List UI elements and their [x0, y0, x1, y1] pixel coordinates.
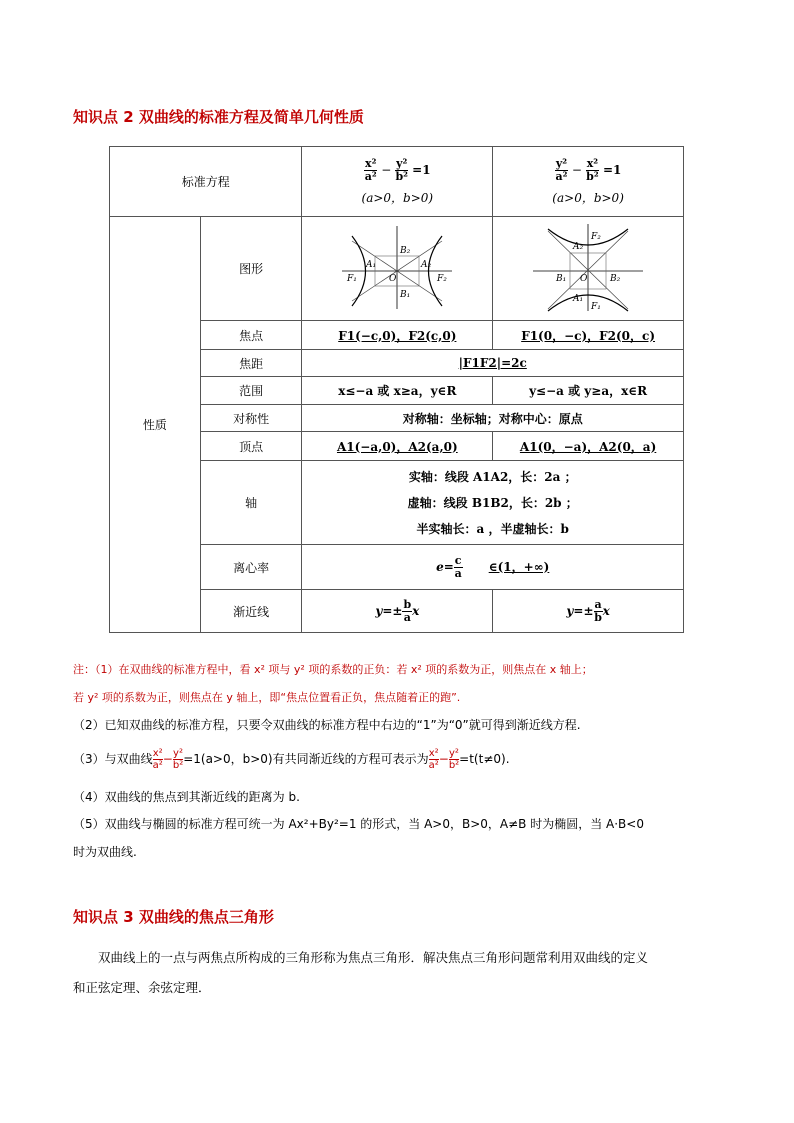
std-cond-2: (a>0，b>0) [552, 190, 624, 205]
vertex-y: A1(0，−a)，A2(0，a) [493, 432, 684, 461]
note-3-tail: =t(t≠0). [459, 752, 510, 766]
note-5a: （5）双曲线与椭圆的标准方程可统一为 Ax²+By²=1 的形式，当 A>0，B>0，A≠B 时为椭圆，当 A·B<0 [73, 817, 644, 831]
note-3: （3）与双曲线 $\frac{\text{x²}}{\text{a²}}$ − $\frac{\text{y²}}{\text{b²}}$ =1(a>0，b>0)有共同渐近线的方程可表示为 $\frac{\text{x²}}{\text{a²}}$ − $\frac{\text{y²}}{\text{b²}}$ =t(t≠0). [73, 748, 510, 771]
note-1a: 注：（1）在双曲线的标准方程中，看 x² 项与 y² 项的系数的正负：若 x² 项的系数为正，则焦点在 x 轴上； [73, 663, 593, 676]
svg-text:A₂: A₂ [573, 242, 584, 252]
eccentricity: e= $\frac{c}{a}$ ∈(1，+∞) [302, 545, 684, 590]
ecc-range: ∈(1，+∞) [488, 559, 550, 574]
graph-y [493, 217, 684, 321]
axis-real: 实轴：线段 A1A2，长：2a ； [408, 469, 577, 484]
axis-info [302, 461, 684, 545]
svg-text:B₁: B₁ [400, 290, 411, 300]
std-eq-label: 标准方程 [110, 147, 302, 217]
note-3-lead: （3）与双曲线 [73, 752, 153, 766]
std-cond-1: (a>0，b>0) [361, 190, 434, 205]
asym-y: y=± $\frac{a}{b}$ x [493, 590, 684, 633]
svg-text:A₁: A₁ [366, 260, 377, 270]
para-line-2: 和正弦定理、余弦定理． [73, 980, 211, 995]
svg-text:A₁: A₁ [573, 294, 584, 304]
svg-text:F₁: F₁ [347, 274, 358, 284]
props-label: 性质 [110, 217, 201, 633]
note-4: （4）双曲线的焦点到其渐近线的距离为 b. [73, 790, 300, 804]
asym-label: 渐近线 [200, 590, 302, 633]
ecc-label: 离心率 [200, 545, 302, 590]
note-3-mid: =1(a>0，b>0)有共同渐近线的方程可表示为 [183, 752, 429, 766]
hyperbola-y-figure [528, 221, 648, 313]
symmetry: 对称轴：坐标轴；对称中心：原点 [302, 405, 684, 432]
std-eq-y: $\frac{\text{y²}}{\text{a²}}$ − $\frac{\text{x²}}{\text{b²}}$ =1 (a>0，b>0) [493, 147, 684, 217]
note-5b: 时为双曲线. [73, 845, 137, 859]
focus-label: 焦点 [200, 321, 302, 350]
sym-label: 对称性 [200, 405, 302, 432]
svg-text:F₂: F₂ [437, 274, 448, 284]
focal-distance: |F1F2|=2c [302, 350, 684, 377]
note-1b: 若 y² 项的系数为正，则焦点在 y 轴上，即“焦点位置看正负，焦点随着正的跑”. [73, 691, 461, 704]
axis-imag: 虚轴：线段 B1B2，长：2b ； [407, 495, 578, 510]
svg-text:F₂: F₂ [591, 232, 601, 242]
range-x: x≤−a 或 x≥a，y∈R [302, 377, 493, 405]
svg-text:B₁: B₁ [556, 274, 567, 284]
std-eq-x: $\frac{\text{x²}}{\text{a²}}$ − $\frac{\text{y²}}{\text{b²}}$ =1 (a>0，b>0) [302, 147, 493, 217]
para-line-1: 双曲线上的一点与两焦点所构成的三角形称为焦点三角形．解决焦点三角形问题常利用双曲线的定义 [98, 950, 649, 965]
hyperbola-properties-table [109, 146, 684, 633]
vertex-x: A1(−a,0)，A2(a,0) [302, 432, 493, 461]
graph-x [302, 217, 493, 321]
svg-text:B₂: B₂ [610, 274, 621, 284]
vertex-label: 顶点 [200, 432, 302, 461]
range-y: y≤−a 或 y≥a，x∈R [493, 377, 684, 405]
hyperbola-x-figure [337, 221, 457, 313]
svg-text:F₁: F₁ [591, 302, 601, 312]
dist-label: 焦距 [200, 350, 302, 377]
range-label: 范围 [200, 377, 302, 405]
section-heading-3: 知识点 3 双曲线的焦点三角形 [73, 908, 274, 926]
svg-text:O: O [580, 274, 588, 284]
axis-label: 轴 [200, 461, 302, 545]
focus-x: F1(−c,0)，F2(c,0) [302, 321, 493, 350]
svg-text:A₂: A₂ [421, 260, 432, 270]
svg-text:B₂: B₂ [400, 246, 411, 256]
graph-label: 图形 [200, 217, 302, 321]
svg-text:O: O [389, 274, 397, 284]
focus-y: F1(0，−c)，F2(0，c) [493, 321, 684, 350]
note-2: （2）已知双曲线的标准方程，只要令双曲线的标准方程中右边的“1”为“0”就可得到渐近线方程. [73, 718, 581, 732]
axis-semi: 半实轴长：a ，半虚轴长：b [416, 521, 569, 536]
asym-x: y=± $\frac{b}{a}$ x [302, 590, 493, 633]
section-heading-2: 知识点 2 双曲线的标准方程及简单几何性质 [73, 108, 364, 126]
